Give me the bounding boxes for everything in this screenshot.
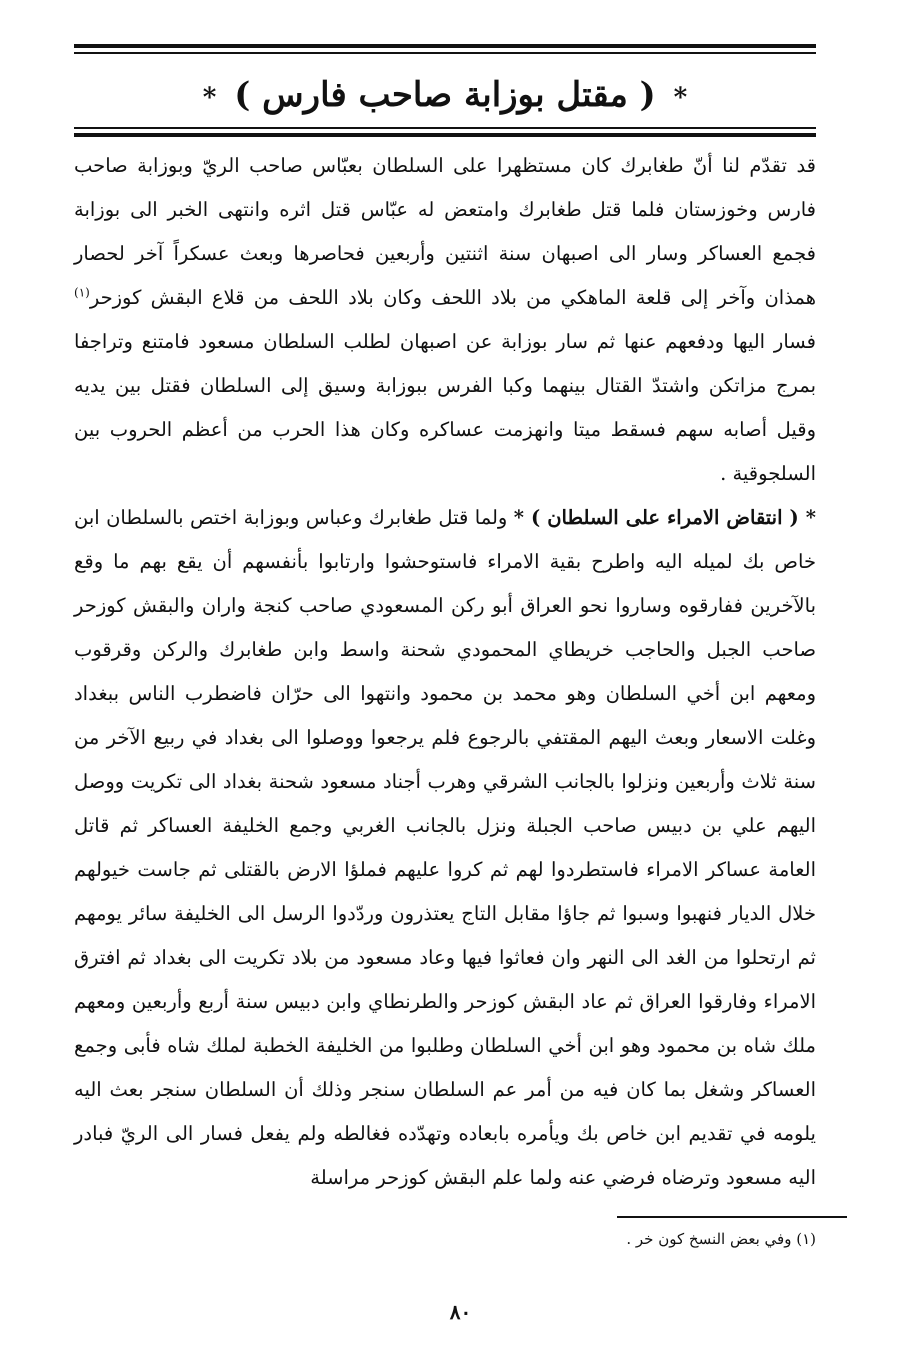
heading-title: ( مقتل بوزابة صاحب فارس )	[234, 75, 656, 115]
top-rule-thin	[74, 52, 816, 54]
paragraph-1	[74, 144, 816, 496]
page-number: ٨٠	[449, 1300, 472, 1324]
chapter-heading	[74, 66, 816, 124]
paragraph-1-text-after: فسار اليها ودفعهم عنها ثم سار بوزابة عن اصبهان لطلب السلطان مسعود فامتنع وتراجفا بمرج مزاتكن واشتدّ القتال بينهما وكبا الفرس ببوزابة وسيق إلى السلطان فقتل بين يديه وقيل أصابه سهم فسقط ميتا وانهزمت عساكره وكان هذا الحرب من أعظم الحروب بين السلجوقية .	[74, 330, 816, 485]
heading-bottom-rule-thick	[74, 133, 816, 137]
footnote-marker: (١)	[74, 285, 90, 300]
section-heading: * ( انتقاض الامراء على السلطان ) *	[513, 506, 816, 529]
paragraph-2-text: ولما قتل طغابرك وعباس وبوزابة اختص بالسلطان ابن خاص بك لميله اليه واطرح بقية الامراء فاستوحشوا وارتابوا بأنفسهم أن يقع بهم ما وقع بالآخرين ففارقوه وساروا نحو العراق أبو ركن المسعودي صاحب كنجة واران والبقش كوزحر صاحب الجبل والحاجب خريطاي المحمودي شحنة واسط وابن طغابرك والركن وقرقوب ومعهم ابن أخي السلطان وهو محمد بن محمود وانتهوا الى حرّان فاضطرب الناس ببغداد وغلت الاسعار وبعث اليهم المقتفي بالرجوع فلم يرجعوا ووصلوا الى بغداد في ربيع الآخر من سنة ثلاث وأربعين ونزلوا بالجانب الشرقي وهرب أجناد مسعود شحنة بغداد الى تكريت ووصل اليهم علي بن دبيس صاحب الجبلة ونزل بالجانب الغربي وجمع الخليفة العساكر ثم قاتل العامة عساكر الامراء فاستطردوا لهم ثم كروا عليهم فملؤا الارض بالقتلى ثم جاست خيولهم خلال الديار فنهبوا وسبوا ثم جاؤا مقابل التاج يعتذرون وردّدوا الرسل الى الخليفة سائر يومهم ثم ارتحلوا من الغد الى النهر وان فعاثوا فيها وعاد مسعود من بلاد تكريت الى بغداد ثم افترق الامراء وفارقوا العراق ثم عاد البقش كوزحر والطرنطاي وابن دبيس سنة أربع وأربعين ومعهم ملك شاه بن محمود وهو ابن أخي السلطان وطلبوا من الخليفة الخطبة لملك شاه فأبى وجمع العساكر وشغل بما كان فيه من أمر عم السلطان سنجر وذلك أن السلطان سنجر بعث اليه يلومه في تقديم ابن خاص بك ويأمره بابعاده وتهدّده فغالطه ولم يفعل فسار الى الريّ فبادر اليه مسعود وترضاه فرضي عنه ولما علم البقش كوزحر مراسلة	[74, 506, 816, 1189]
footnote-rule	[617, 1216, 847, 1218]
paragraph-2	[74, 496, 816, 1200]
heading-star-right: *	[673, 83, 688, 113]
footnote: (١) وفي بعض النسخ كون خر .	[626, 1230, 816, 1248]
top-rule-thick	[74, 44, 816, 48]
paragraph-1-text: قد تقدّم لنا أنّ طغابرك كان مستظهرا على السلطان بعبّاس صاحب الريّ وبوزابة صاحب فارس وخوزستان فلما قتل طغابرك وامتعض له عبّاس قتل اثره وانتهى الخبر الى بوزابة فجمع العساكر وسار الى اصبهان سنة اثنتين وأربعين فحاصرها وبعث عسكراً آخر لحصار همذان وآخر إلى قلعة الماهكي من بلاد اللحف وكان بلاد اللحف من قلاع البقش كوزحر	[74, 154, 816, 309]
body-text	[74, 144, 816, 1200]
heading-bottom-rule-thin	[74, 127, 816, 129]
heading-star-left: *	[202, 83, 217, 113]
